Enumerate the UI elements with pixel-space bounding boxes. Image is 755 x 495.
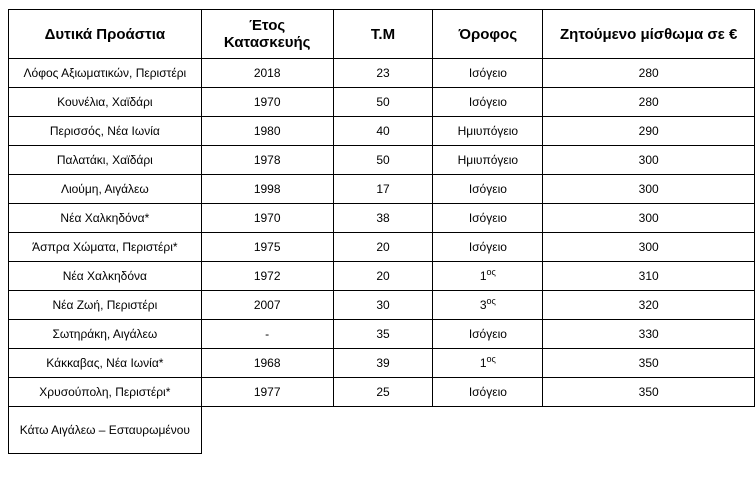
cell-rent: 290	[543, 117, 755, 146]
cell-location: Περισσός, Νέα Ιωνία	[9, 117, 202, 146]
empty-cell	[433, 407, 543, 454]
cell-year: -	[201, 320, 333, 349]
cell-location: Σωτηράκη, Αιγάλεω	[9, 320, 202, 349]
table-row	[9, 117, 755, 146]
table-row	[9, 407, 755, 454]
cell-sqm: 25	[333, 378, 433, 407]
floor-number: 1	[479, 269, 487, 283]
cell-location: Χρυσούπολη, Περιστέρι*	[9, 378, 202, 407]
cell-sqm: 38	[333, 204, 433, 233]
cell-sqm: 40	[333, 117, 433, 146]
cell-floor: Ισόγειο	[433, 204, 543, 233]
table-row	[9, 146, 755, 175]
floor-number: 3	[479, 298, 487, 312]
empty-cell	[543, 407, 755, 454]
table-row	[9, 291, 755, 320]
table-row	[9, 320, 755, 349]
cell-rent: 320	[543, 291, 755, 320]
table-row	[9, 204, 755, 233]
table-row	[9, 349, 755, 378]
cell-sqm: 39	[333, 349, 433, 378]
cell-rent: 280	[543, 88, 755, 117]
cell-rent: 350	[543, 378, 755, 407]
cell-floor: Ισόγειο	[433, 175, 543, 204]
cell-year: 1975	[201, 233, 333, 262]
floor-ordinal-suffix: ος	[486, 354, 496, 364]
cell-location: Κάκκαβας, Νέα Ιωνία*	[9, 349, 202, 378]
cell-year: 1980	[201, 117, 333, 146]
cell-rent: 300	[543, 233, 755, 262]
cell-location: Νέα Χαλκηδόνα*	[9, 204, 202, 233]
cell-floor	[433, 349, 543, 378]
cell-location: Λιούμη, Αιγάλεω	[9, 175, 202, 204]
cell-floor: Ισόγειο	[433, 88, 543, 117]
cell-floor: Ισόγειο	[433, 378, 543, 407]
cell-year: 2007	[201, 291, 333, 320]
cell-floor: Ημιυπόγειο	[433, 117, 543, 146]
rental-table	[8, 9, 755, 454]
table-row	[9, 378, 755, 407]
cell-floor	[433, 291, 543, 320]
cell-year: 1977	[201, 378, 333, 407]
table-row	[9, 59, 755, 88]
cell-rent: 300	[543, 175, 755, 204]
table-row	[9, 233, 755, 262]
cell-year: 2018	[201, 59, 333, 88]
cell-year: 1968	[201, 349, 333, 378]
cell-location: Άσπρα Χώματα, Περιστέρι*	[9, 233, 202, 262]
header-location: Δυτικά Προάστια	[9, 10, 202, 59]
cell-sqm: 50	[333, 88, 433, 117]
header-sqm: Τ.Μ	[333, 10, 433, 59]
cell-year: 1978	[201, 146, 333, 175]
cell-sqm: 23	[333, 59, 433, 88]
floor-ordinal-suffix: ος	[486, 296, 496, 306]
floor-number: 1	[479, 356, 487, 370]
cell-floor: Ισόγειο	[433, 59, 543, 88]
cell-rent: 280	[543, 59, 755, 88]
floor-ordinal-suffix: ος	[486, 267, 496, 277]
cell-sqm: 30	[333, 291, 433, 320]
cell-year: 1970	[201, 88, 333, 117]
cell-sqm: 20	[333, 233, 433, 262]
cell-location: Νέα Ζωή, Περιστέρι	[9, 291, 202, 320]
cell-rent: 310	[543, 262, 755, 291]
cell-year: 1998	[201, 175, 333, 204]
cell-year: 1972	[201, 262, 333, 291]
cell-location: Νέα Χαλκηδόνα	[9, 262, 202, 291]
cell-sqm: 50	[333, 146, 433, 175]
cell-year: 1970	[201, 204, 333, 233]
empty-cell	[333, 407, 433, 454]
header-row	[9, 10, 755, 59]
header-rent: Ζητούμενο μίσθωμα σε €	[543, 10, 755, 59]
header-floor: Όροφος	[433, 10, 543, 59]
cell-rent: 300	[543, 146, 755, 175]
cell-rent: 330	[543, 320, 755, 349]
table-row	[9, 88, 755, 117]
cell-floor: Ισόγειο	[433, 320, 543, 349]
table-row	[9, 262, 755, 291]
cell-location: Κάτω Αιγάλεω – Εσταυρωμένου	[9, 407, 202, 454]
cell-location: Κουνέλια, Χαϊδάρι	[9, 88, 202, 117]
cell-floor: Ημιυπόγειο	[433, 146, 543, 175]
empty-cell	[201, 407, 333, 454]
cell-rent: 350	[543, 349, 755, 378]
cell-sqm: 35	[333, 320, 433, 349]
cell-floor: Ισόγειο	[433, 233, 543, 262]
cell-location: Παλατάκι, Χαϊδάρι	[9, 146, 202, 175]
cell-sqm: 20	[333, 262, 433, 291]
header-year: Έτος Κατασκευής	[201, 10, 333, 59]
cell-floor	[433, 262, 543, 291]
cell-rent: 300	[543, 204, 755, 233]
table-row	[9, 175, 755, 204]
cell-sqm: 17	[333, 175, 433, 204]
cell-location: Λόφος Αξιωματικών, Περιστέρι	[9, 59, 202, 88]
